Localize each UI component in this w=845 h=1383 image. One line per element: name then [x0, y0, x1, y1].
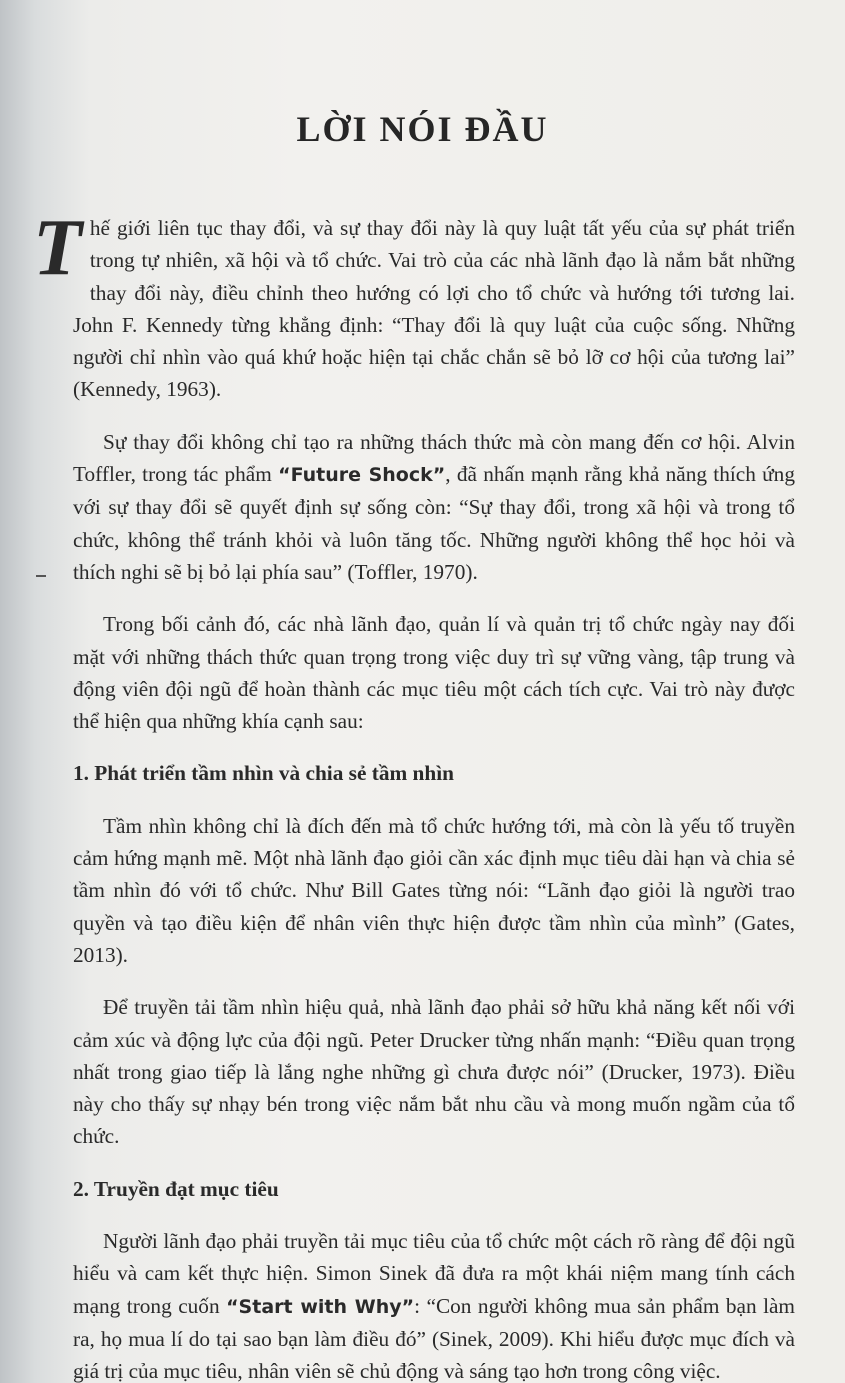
s2p1-text-after: : “Con người không mua sản phẩm bạn làm ra, họ mua lí do tại sao bạn làm điều đó” (Sinek, 2009). Khi hiểu được mục đích và giá trị của mục tiêu, nhân viên sẽ chủ động và sáng tạo hơn trong công việc. [73, 1293, 796, 1383]
book-title-future-shock: “Future Shock” [278, 464, 446, 487]
page-mark [36, 575, 46, 577]
section-1-paragraph-1: Tầm nhìn không chỉ là đích đến mà tổ chức hướng tới, mà còn là yếu tố truyền cảm hứng mạnh mẽ. Một nhà lãnh đạo giỏi cần xác định mục tiêu dài hạn và chia sẻ tầm nhìn đó với tổ chức. Như Bill Gates từng nói: “Lãnh đạo giỏi là người trao quyền và tạo điều kiện để nhân viên thực hiện được tầm nhìn của mình” (Gates, 2013). [73, 813, 795, 967]
paragraph-context: Trong bối cảnh đó, các nhà lãnh đạo, quản lí và quản trị tổ chức ngày nay đối mặt với những thách thức quan trọng trong việc duy trì sự vững vàng, tập trung và động viên đội ngũ để hoàn thành các mục tiêu một cách tích cực. Vai trò này được thể hiện qua những khía cạnh sau: [73, 612, 795, 734]
drop-cap: T [33, 204, 82, 292]
p2-text-after: , đã nhấn mạnh rằng khả năng thích ứng với sự thay đổi sẽ quyết định sự sống còn: “Sự thay đổi, trong xã hội và trong tổ chức, không thể tránh khỏi và luôn tăng tốc. Những người không thể học hỏi và thích nghi sẽ bị bỏ lại phía sau” (Toffler, 1970). [73, 462, 795, 584]
section-1-paragraph-2: Để truyền tải tầm nhìn hiệu quả, nhà lãnh đạo phải sở hữu khả năng kết nối với cảm xúc và động lực của đội ngũ. Peter Drucker từng nhấn mạnh: “Điều quan trọng nhất trong giao tiếp là lắng nghe những gì chưa được nói” (Drucker, 1973). Điều này cho thấy sự nhạy bén trong việc nắm bắt nhu cầu và mong muốn ngầm của tổ chức. [73, 995, 795, 1149]
paragraph-toffler [73, 426, 795, 588]
section-2-paragraph-1 [73, 1225, 795, 1383]
s2p1-text-before: Người lãnh đạo phải truyền tải mục tiêu của tổ chức một cách rõ ràng để đội ngũ hiểu và cam kết thực hiện. Simon Sinek đã đưa ra một khái niệm mang tính cách mạng trong cuốn [73, 1229, 795, 1318]
section-1-heading: 1. Phát triển tầm nhìn và chia sẻ tầm nhìn [73, 761, 455, 786]
section-2-heading: 2. Truyền đạt mục tiêu [73, 1176, 279, 1201]
intro-paragraph [33, 204, 795, 406]
page-body [33, 204, 796, 1383]
p2-text-before: Sự thay đổi không chỉ tạo ra những thách thức mà còn mang đến cơ hội. Alvin Toffler, trong tác phẩm [73, 429, 795, 487]
book-title-start-with-why: “Start with Why” [226, 1295, 415, 1318]
page-title: LỜI NÓI ĐẦU [296, 109, 549, 149]
intro-text: hế giới liên tục thay đổi, và sự thay đổi này là quy luật tất yếu của sự phát triển trong tự nhiên, xã hội và tổ chức. Vai trò của các nhà lãnh đạo là nắm bắt những thay đổi này, điều chỉnh theo hướng có lợi cho tổ chức và hướng tới tương lai. John F. Kennedy từng khẳng định: “Thay đổi là quy luật của cuộc sống. Những người chỉ nhìn vào quá khứ hoặc hiện tại chắc chắn sẽ bỏ lỡ cơ hội của tương lai” (Kennedy, 1963). [73, 216, 795, 402]
